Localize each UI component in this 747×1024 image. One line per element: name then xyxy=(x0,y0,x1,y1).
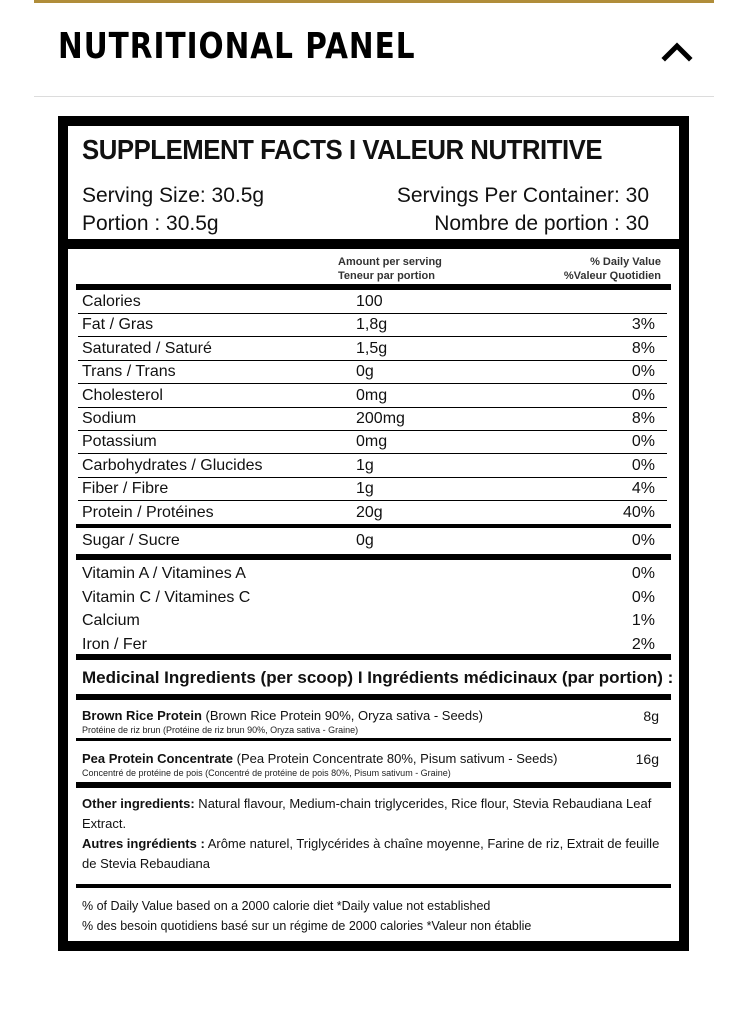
vitamin-row xyxy=(82,586,655,610)
nutrient-dv: 0% xyxy=(631,363,655,381)
serving-row-fr xyxy=(82,212,649,236)
top-accent-rule xyxy=(34,0,714,3)
vitamin-dv: 2% xyxy=(631,635,655,653)
nutrient-name: Protein / Protéines xyxy=(82,503,214,521)
nutrient-amount: 1g xyxy=(356,480,374,498)
nombre-de-portion: Nombre de portion : 30 xyxy=(434,212,649,235)
nutrient-name: Calories xyxy=(82,293,141,310)
nutrient-row xyxy=(78,455,667,478)
nutrient-amount: 20g xyxy=(356,503,383,521)
serving-size: Serving Size: 30.5g xyxy=(82,184,265,207)
nutrient-amount: 1,8g xyxy=(356,316,388,334)
nutrient-dv: 0% xyxy=(631,386,655,404)
footnote: % of Daily Value based on a 2000 calorie diet *Daily value not established % des besoin quotidiens basé sur un régime de 2000 calories *Valeur non établie xyxy=(82,899,532,933)
nutrient-name: Potassium xyxy=(82,433,157,451)
divider xyxy=(76,284,671,290)
medicinal-ingredients-title: Medicinal Ingredients (per scoop) I Ingrédients médicinaux (par portion) : xyxy=(82,668,674,687)
divider xyxy=(76,884,671,888)
divider xyxy=(76,554,671,560)
nutrient-dv: 3% xyxy=(631,316,655,334)
nutrient-row xyxy=(78,361,667,384)
nutrient-dv: 8% xyxy=(631,410,655,427)
nutrient-name: Saturated / Saturé xyxy=(82,339,212,357)
nutrient-name: Trans / Trans xyxy=(82,363,176,381)
supplement-facts-panel xyxy=(58,116,689,951)
nutrient-dv: 4% xyxy=(631,480,655,498)
servings-per-container: Servings Per Container: 30 xyxy=(396,184,649,207)
amount-column-header: Amount per serving Teneur par portion xyxy=(338,256,442,282)
vitamin-row xyxy=(82,609,655,633)
chevron-up-icon[interactable] xyxy=(660,34,694,68)
portion: Portion : 30.5g xyxy=(82,212,219,235)
vitamin-name: Calcium xyxy=(82,612,140,629)
thick-divider xyxy=(68,239,679,249)
vitamin-name: Vitamin C / Vitamines C xyxy=(82,588,251,606)
nutrient-name: Cholesterol xyxy=(82,386,163,404)
nutrient-amount: 100 xyxy=(356,293,383,310)
nutrient-row xyxy=(78,408,667,431)
serving-row-en xyxy=(82,184,649,208)
vitamin-dv: 1% xyxy=(631,612,655,629)
nutrient-name: Sodium xyxy=(82,410,137,427)
nutrient-dv: 8% xyxy=(631,339,655,357)
nutrient-row xyxy=(78,314,667,337)
vitamin-dv: 0% xyxy=(631,588,655,606)
ingredient-pea-protein: Pea Protein Concentrate (Pea Protein Concentrate 80%, Pisum sativum - Seeds) Concentré de protéine de pois (Concentré de protéine de pois 80%, Pisum sativum - Graine) 16g xyxy=(82,751,659,778)
vitamin-name: Iron / Fer xyxy=(82,635,147,653)
divider xyxy=(76,654,671,660)
nutrient-amount: 200mg xyxy=(356,410,405,427)
nutrient-dv: 0% xyxy=(631,456,655,474)
nutrient-row xyxy=(78,385,667,408)
nutrient-amount: 0mg xyxy=(356,386,388,404)
nutrient-row xyxy=(78,431,667,454)
ingredient-brown-rice: Brown Rice Protein (Brown Rice Protein 90%, Oryza sativa - Seeds) Protéine de riz brun (Protéine de riz brun 90%, Oryza sativa - Graine) 8g xyxy=(82,708,659,735)
nutrient-amount: 0mg xyxy=(356,433,388,451)
dv-column-header: % Daily Value %Valeur Quotidien xyxy=(563,256,661,282)
vitamin-dv: 0% xyxy=(631,565,655,582)
nutrient-row xyxy=(78,502,667,524)
nutrient-row xyxy=(78,291,667,314)
divider xyxy=(76,694,671,700)
nutrient-amount: 1,5g xyxy=(356,339,388,357)
nutrient-amount: 0g xyxy=(356,363,374,381)
other-ingredients: Other ingredients: Natural flavour, Medium-chain triglycerides, Rice flour, Stevia Rebaudiana Leaf Extract. Autres ingrédients : Arôme naturel, Triglycérides à chaîne moyenne, Farine de riz, Extrait de feuille de Stevia Rebaudiana xyxy=(82,796,660,871)
nutrient-dv: 40% xyxy=(622,503,655,521)
divider xyxy=(76,738,671,741)
divider xyxy=(76,782,671,788)
nutrient-row-sugar: Sugar / Sucre 0g 0% xyxy=(82,532,655,549)
nutrient-name: Carbohydrates / Glucides xyxy=(82,456,263,474)
vitamin-row xyxy=(82,633,655,657)
nutrient-row xyxy=(78,338,667,361)
section-title: NUTRITIONAL PANEL xyxy=(58,26,416,67)
panel-body xyxy=(68,126,679,941)
nutrient-amount: 1g xyxy=(356,456,374,474)
vitamin-name: Vitamin A / Vitamines A xyxy=(82,565,246,582)
nutrient-row xyxy=(78,478,667,501)
vitamin-row xyxy=(82,562,655,586)
facts-title: SUPPLEMENT FACTS I VALEUR NUTRITIVE xyxy=(82,134,603,165)
nutrient-name: Fiber / Fibre xyxy=(82,480,169,498)
accordion-header[interactable] xyxy=(34,4,714,97)
nutrient-dv: 0% xyxy=(631,433,655,451)
nutrient-name: Fat / Gras xyxy=(82,316,154,334)
